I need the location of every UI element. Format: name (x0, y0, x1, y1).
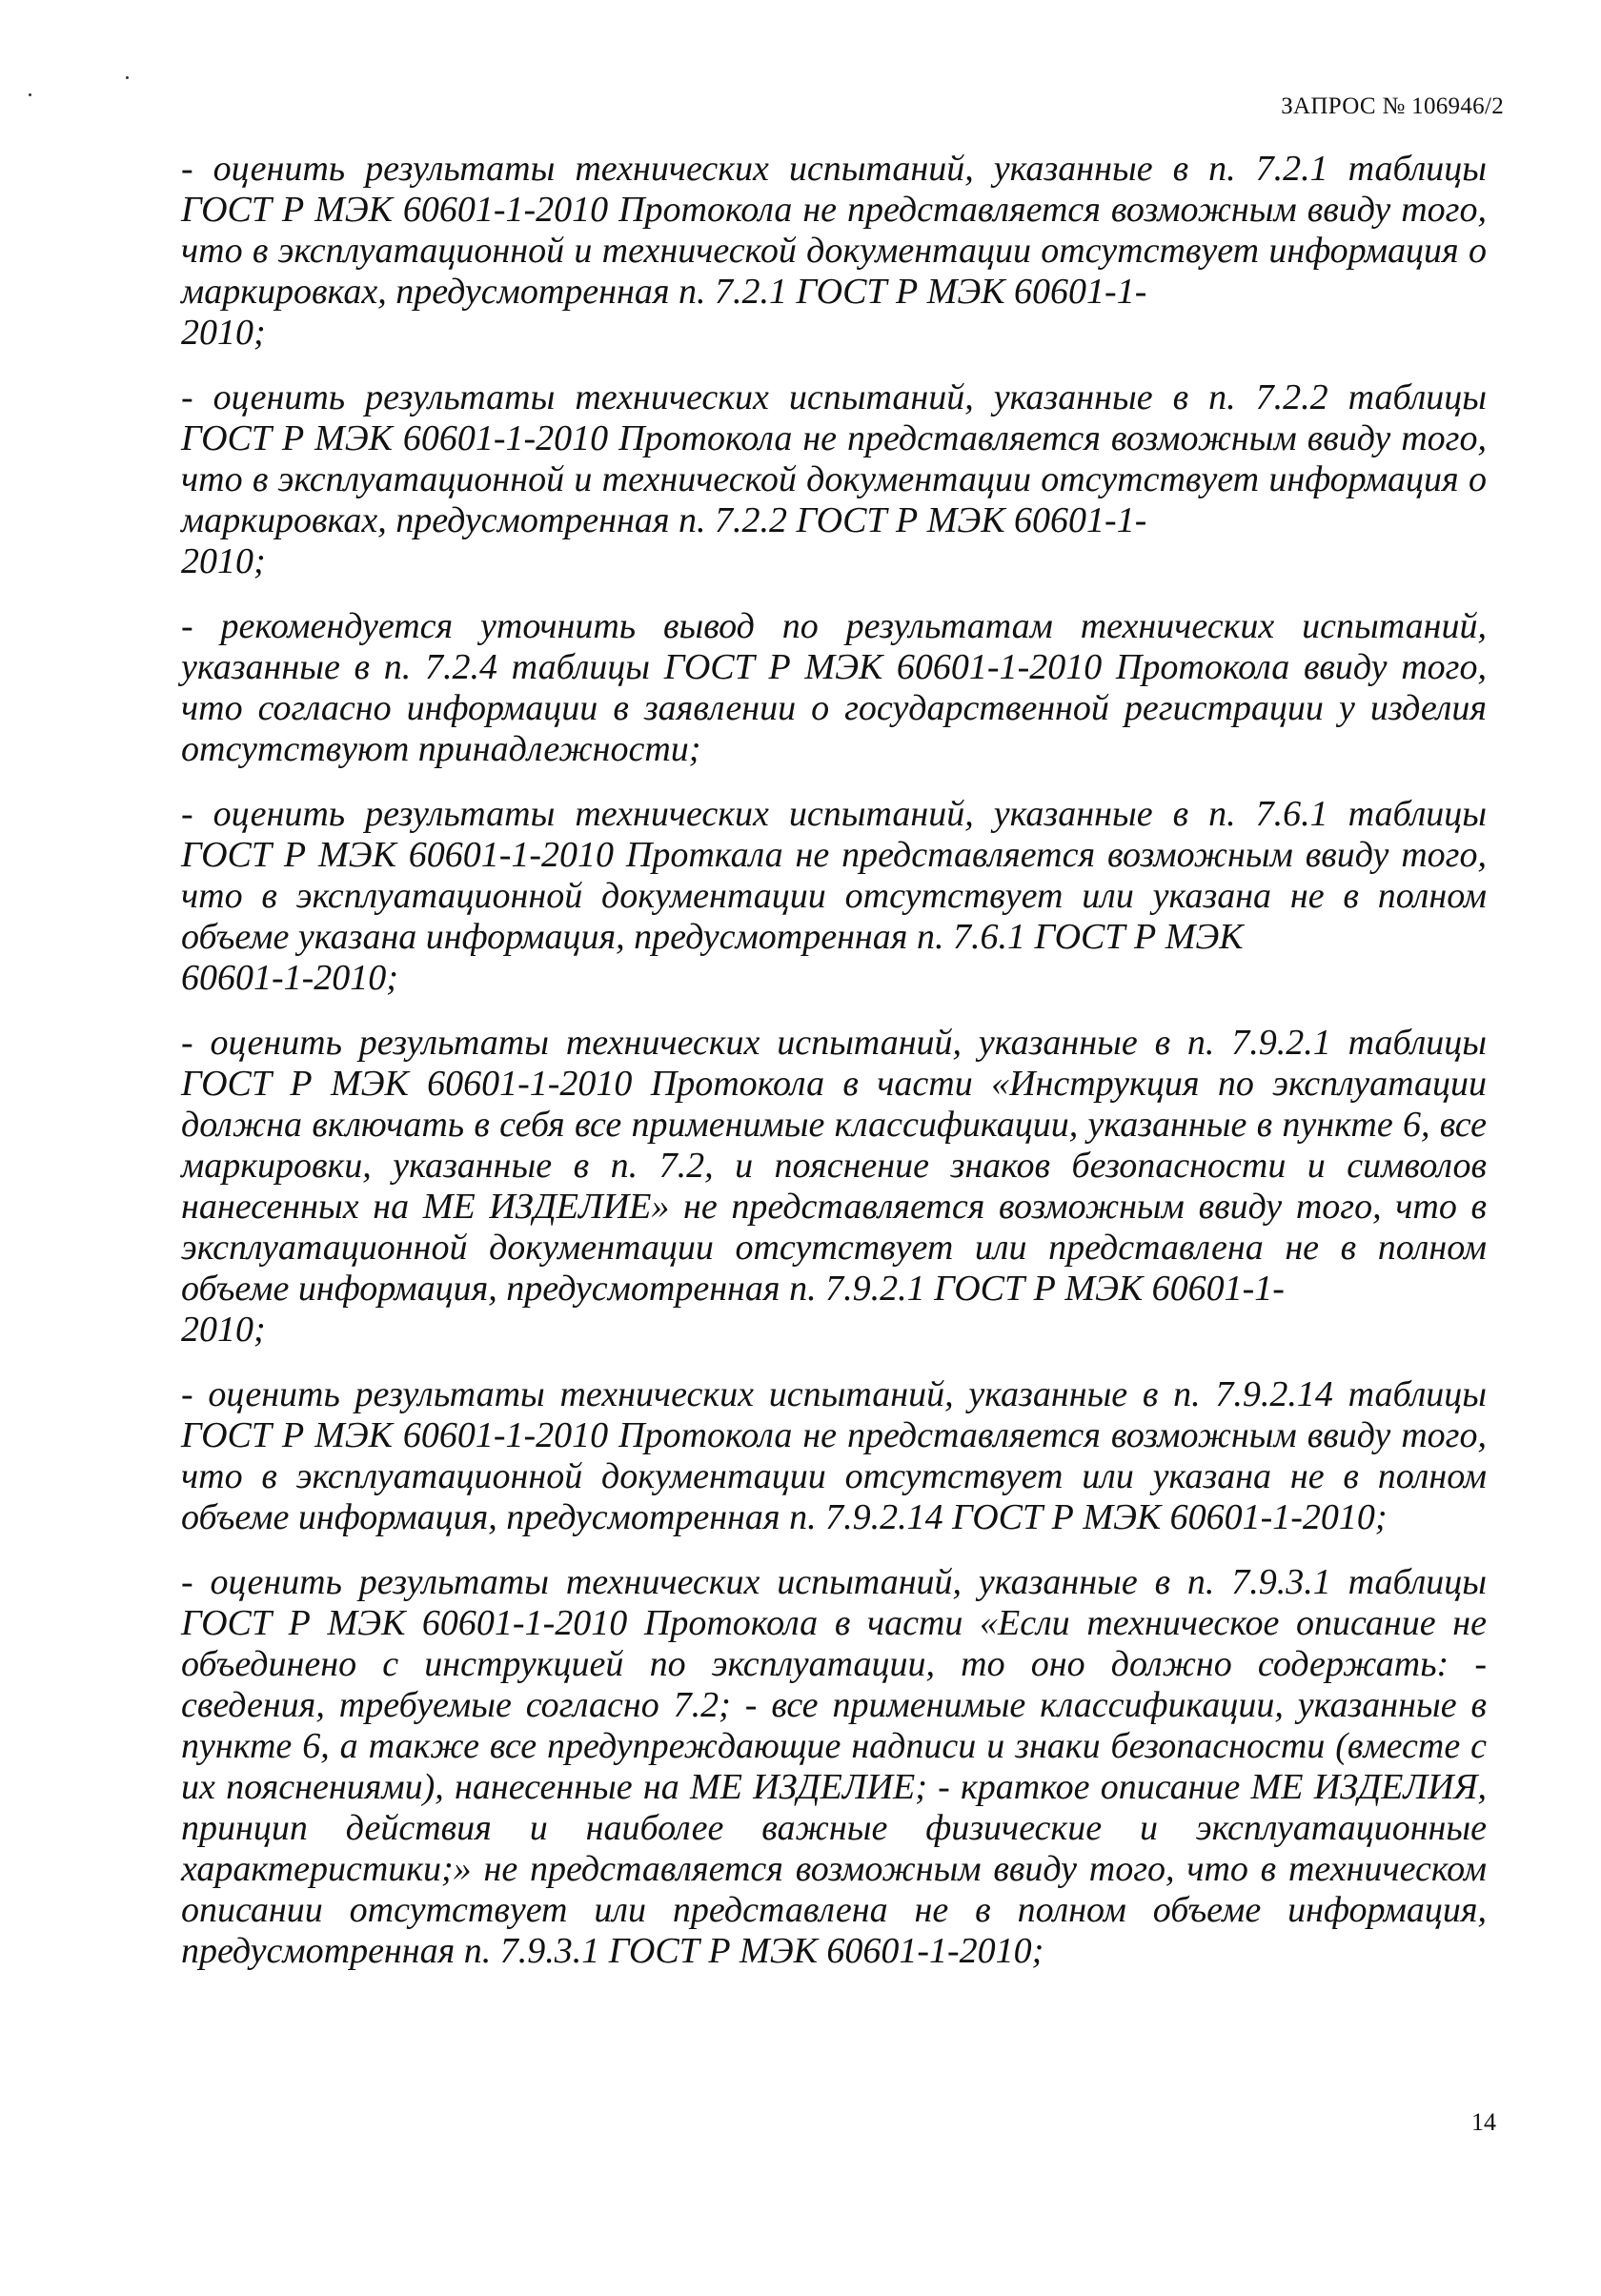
request-number-header: ЗАПРОС № 106946/2 (1281, 93, 1504, 119)
scan-speck (29, 93, 31, 96)
paragraph-7-9-2-14: - оценить результаты технических испытаний, указанные в п. 7.9.2.14 таблицы ГОСТ Р МЭК 60601-1-2010 Протокола не представляется возможным ввиду того, что в эксплуатационной документации отсутствует или указана не в полном объеме информация, предусмотренная п. 7.9.2.14 ГОСТ Р МЭК 60601-1-2010; (181, 1374, 1487, 1537)
paragraph-7-2-2: - оценить результаты технических испытаний, указанные в п. 7.2.2 таблицы ГОСТ Р МЭК 60601-1-2010 Протокола не представляется возможным ввиду того, что в эксплуатационной и технической документации отсутствует информация о маркировках, предусмотренная п. 7.2.2 ГОСТ Р МЭК 60601-1- 2010; (181, 377, 1487, 581)
paragraph-7-9-2-1: - оценить результаты технических испытаний, указанные в п. 7.9.2.1 таблицы ГОСТ Р МЭК 60601-1-2010 Протокола в части «Инструкция по эксплуатации должна включать в себя все применимые классификации, указанные в пункте 6, все маркировки, указанные в п. 7.2, и пояснение знаков безопасности и символов нанесенных на МЕ ИЗДЕЛИЕ» не представляется возможным ввиду того, что в эксплуатационной документации отсутствует или представлена не в полном объеме информация, предусмотренная п. 7.9.2.1 ГОСТ Р МЭК 60601-1- 2010; (181, 1023, 1487, 1350)
paragraph-7-9-3-1: - оценить результаты технических испытаний, указанные в п. 7.9.3.1 таблицы ГОСТ Р МЭК 60601-1-2010 Протокола в части «Если техническое описание не объединено с инструкцией по эксплуатации, то оно должно содержать: - сведения, требуемые согласно 7.2; - все применимые классификации, указанные в пункте 6, а также все предупреждающие надписи и знаки безопасности (вместе с их пояснениями), нанесенные на МЕ ИЗДЕЛИЕ; - краткое описание МЕ ИЗДЕЛИЯ, принцип действия и наиболее важные физические и эксплуатационные характеристики;» не представляется возможным ввиду того, что в техническом описании отсутствует или представлена не в полном объеме информация, предусмотренная п. 7.9.3.1 ГОСТ Р МЭК 60601-1-2010; (181, 1562, 1487, 1971)
page-number: 14 (1471, 2108, 1496, 2136)
scan-speck (126, 76, 129, 79)
paragraph-7-2-1: - оценить результаты технических испытаний, указанные в п. 7.2.1 таблицы ГОСТ Р МЭК 60601-1-2010 Протокола не представляется возможным ввиду того, что в эксплуатационной и технической документации отсутствует информация о маркировках, предусмотренная п. 7.2.1 ГОСТ Р МЭК 60601-1- 2010; (181, 149, 1487, 353)
paragraph-7-2-4: - рекомендуется уточнить вывод по результатам технических испытаний, указанные в п. 7.2.4 таблицы ГОСТ Р МЭК 60601-1-2010 Протокола ввиду того, что согласно информации в заявлении о государственной регистрации у изделия отсутствуют принадлежности; (181, 606, 1487, 769)
document-body (181, 149, 1487, 1996)
paragraph-7-6-1: - оценить результаты технических испытаний, указанные в п. 7.6.1 таблицы ГОСТ Р МЭК 60601-1-2010 Проткала не представляется возможным ввиду того, что в эксплуатационной документации отсутствует или указана не в полном объеме указана информация, предусмотренная п. 7.6.1 ГОСТ Р МЭК 60601-1-2010; (181, 794, 1487, 998)
